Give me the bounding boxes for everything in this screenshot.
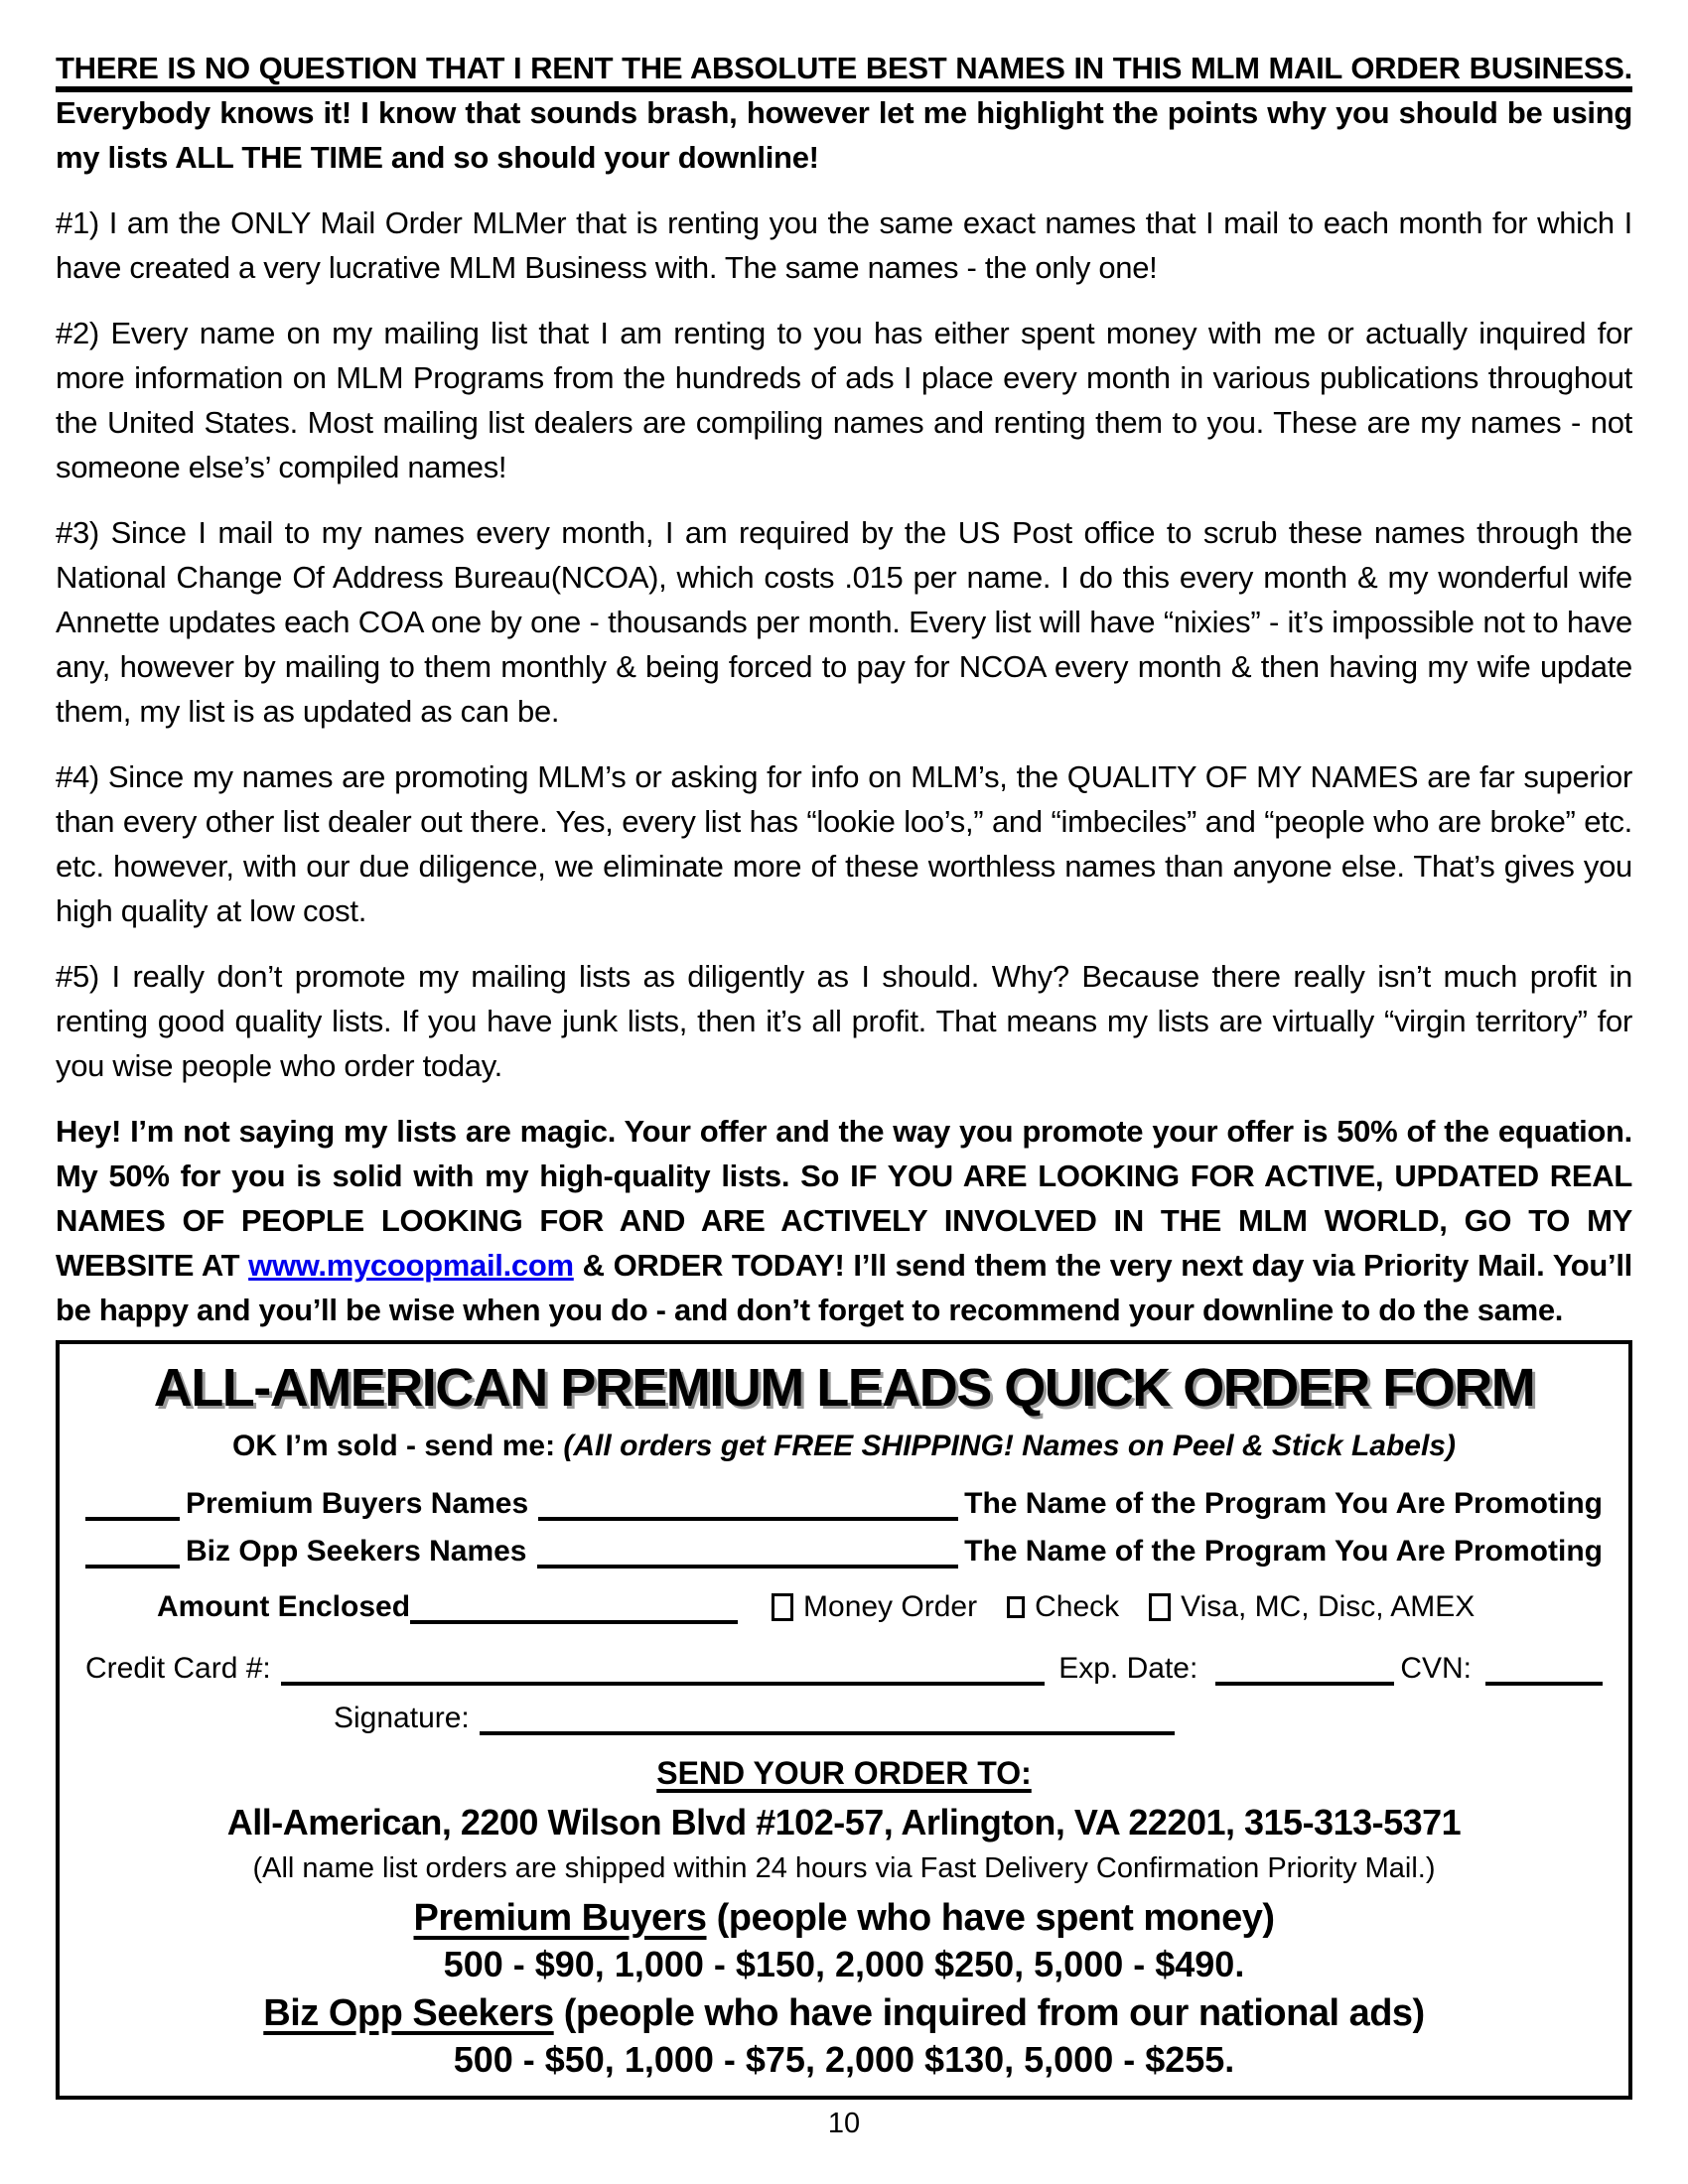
form-subtitle-lead: OK I’m sold - send me: — [232, 1430, 564, 1462]
intro-paragraph — [56, 46, 1632, 180]
card-checkbox[interactable] — [1149, 1593, 1171, 1621]
biz-opp-heading-underlined: Biz Opp Seekers — [263, 1992, 554, 2034]
point-1-paragraph: #1) I am the ONLY Mail Order MLMer that is renting you the same exact names that I mail to each month for which I have created a very lucrative MLM Business with. The same names - the only one! — [56, 205, 1632, 285]
payment-option-card — [1149, 1590, 1475, 1624]
amount-enclosed-label: Amount Enclosed — [157, 1590, 411, 1623]
premium-buyers-order-row — [85, 1481, 1603, 1521]
biz-opp-quantity-blank[interactable] — [85, 1529, 180, 1569]
signature-row — [334, 1696, 1603, 1735]
premium-buyers-program-caption: The Name of the Program You Are Promoting — [964, 1487, 1603, 1520]
point-2-paragraph: #2) Every name on my mailing list that I am renting to you has either spent money with me or actually inquired for more information on MLM Programs from the hundreds of ads I place every month in various publications throughout the United States. Most mailing list dealers are compiling names and renting them to you. These are my names - not someone else’s’ compiled names! — [56, 316, 1632, 484]
form-subtitle — [85, 1430, 1603, 1463]
biz-opp-prices: 500 - $50, 1,000 - $75, 2,000 $130, 5,000 - $255. — [453, 2039, 1235, 2080]
send-order-heading: SEND YOUR ORDER TO: — [656, 1755, 1032, 1791]
closing-text-after-link: & ORDER TODAY! I’ll send them the very next day via Priority Mail. You’ll be happy and you’ll be wise when you do - and don’t forget to recommend your downline to do the same. — [56, 1248, 1632, 1327]
intro-rest-text: Everybody knows it! I know that sounds brash, however let me highlight the points why you should be using my lists ALL THE TIME and so should your downline! — [56, 95, 1632, 175]
premium-buyers-heading-sub: (people who have spent money) — [706, 1897, 1275, 1939]
payment-option-money-order — [772, 1590, 977, 1624]
quick-order-form — [56, 1340, 1632, 2100]
form-title: ALL-AMERICAN PREMIUM LEADS QUICK ORDER FORM — [153, 1358, 1535, 1418]
amount-enclosed-blank[interactable] — [410, 1584, 738, 1624]
signature-blank[interactable] — [480, 1696, 1175, 1735]
credit-card-row — [85, 1646, 1603, 1686]
credit-card-label: Credit Card #: — [85, 1652, 271, 1685]
mailing-address: All-American, 2200 Wilson Blvd #102-57, Arlington, VA 22201, 315-313-5371 — [226, 1802, 1462, 1843]
biz-opp-program-caption: The Name of the Program You Are Promoting — [964, 1535, 1603, 1568]
premium-buyers-prices: 500 - $90, 1,000 - $150, 2,000 $250, 5,000 - $490. — [443, 1944, 1245, 1984]
cvn-blank[interactable] — [1485, 1646, 1603, 1686]
payment-option-check — [1007, 1590, 1119, 1624]
amount-enclosed-row — [157, 1584, 1603, 1624]
shipping-note: (All name list orders are shipped within 24 hours via Fast Delivery Confirmation Priority Mail.) — [252, 1852, 1436, 1884]
exp-date-label: Exp. Date: — [1058, 1652, 1198, 1685]
check-label: Check — [1035, 1590, 1120, 1623]
point-5-paragraph: #5) I really don’t promote my mailing lists as diligently as I should. Why? Because there really isn’t much profit in renting good quality lists. If you have junk lists, then it’s all profit. That means my lists are virtually “virgin territory” for you wise people who order today. — [56, 959, 1632, 1083]
biz-opp-seekers-heading — [85, 1992, 1603, 2034]
card-label: Visa, MC, Disc, AMEX — [1181, 1590, 1476, 1623]
premium-buyers-heading — [85, 1897, 1603, 1939]
website-link[interactable]: www.mycoopmail.com — [248, 1248, 574, 1283]
payment-options — [772, 1590, 1475, 1624]
biz-opp-seekers-names-label: Biz Opp Seekers Names — [186, 1535, 527, 1568]
form-subtitle-shipping-note: (All orders get FREE SHIPPING! Names on Peel & Stick Labels) — [563, 1430, 1456, 1462]
page-number: 10 — [827, 2108, 861, 2139]
money-order-label: Money Order — [803, 1590, 978, 1623]
premium-buyers-names-label: Premium Buyers Names — [186, 1487, 529, 1520]
money-order-checkbox[interactable] — [772, 1593, 793, 1621]
intro-headline-underlined: THERE IS NO QUESTION THAT I RENT THE ABSOLUTE BEST NAMES IN THIS MLM MAIL ORDER BUSINESS. — [56, 51, 1632, 85]
biz-opp-heading-sub: (people who have inquired from our national ads) — [553, 1992, 1425, 2034]
biz-opp-program-blank[interactable] — [537, 1529, 959, 1569]
signature-label: Signature: — [334, 1702, 470, 1734]
closing-text-before-link: Hey! I’m not saying my lists are magic. Your offer and the way you promote your offer is 50% of the equation. My 50% for you is solid with my high-quality lists. So IF YOU ARE LOOKING FOR ACTIVE, UPDATED REAL NAMES OF PEOPLE LOOKING FOR AND ARE ACTIVELY INVOLVED IN THE MLM WORLD, GO TO MY WEBSITE AT — [56, 1114, 1632, 1283]
check-checkbox[interactable] — [1007, 1596, 1025, 1618]
premium-buyers-heading-underlined: Premium Buyers — [413, 1897, 707, 1939]
closing-paragraph — [56, 1109, 1632, 1332]
biz-opp-seekers-order-row — [85, 1529, 1603, 1569]
exp-date-blank[interactable] — [1215, 1646, 1394, 1686]
point-3-paragraph: #3) Since I mail to my names every month, I am required by the US Post office to scrub these names through the National Change Of Address Bureau(NCOA), which costs .015 per name. I do this every month & my wonderful wife Annette updates each COA one by one - thousands per month. Every list will have “nixies” - it’s impossible not to have any, however by mailing to them monthly & being forced to pay for NCOA every month & then having my wife update them, my list is as updated as can be. — [56, 515, 1632, 729]
premium-buyers-program-blank[interactable] — [538, 1481, 958, 1521]
cvn-label: CVN: — [1400, 1652, 1472, 1685]
point-4-paragraph: #4) Since my names are promoting MLM’s or asking for info on MLM’s, the QUALITY OF MY NAMES are far superior than every other list dealer out there. Yes, every list has “lookie loo’s,” and “imbeciles” and “people who are broke” etc. etc. however, with our due diligence, we eliminate more of these worthless names than anyone else. That’s gives you high quality at low cost. — [56, 759, 1632, 928]
premium-buyers-quantity-blank[interactable] — [85, 1481, 180, 1521]
credit-card-number-blank[interactable] — [281, 1646, 1045, 1686]
